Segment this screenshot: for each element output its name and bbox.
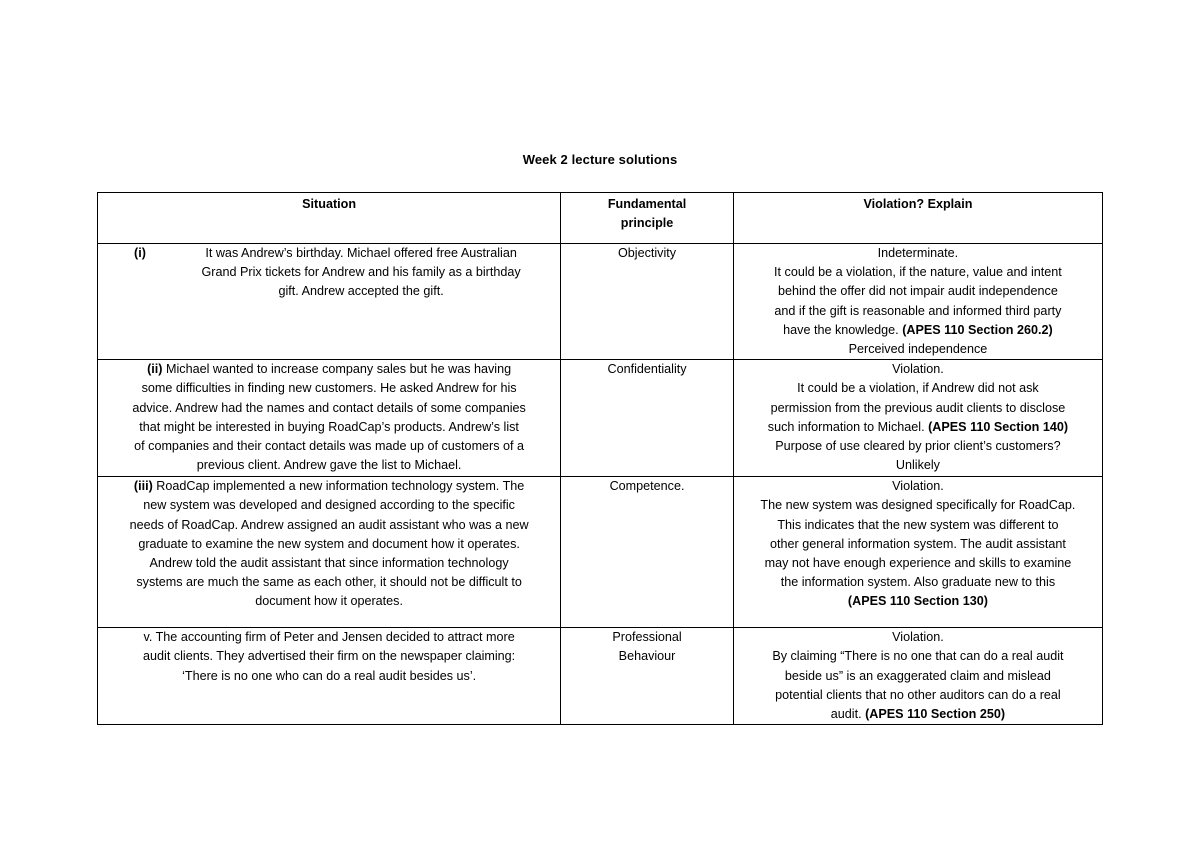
situation-line: document how it operates. bbox=[255, 594, 403, 609]
principle-text: Professional bbox=[612, 630, 682, 645]
violation-line: potential clients that no other auditors can do a real bbox=[775, 687, 1061, 702]
situation-line: some difficulties in finding new customers. He asked Andrew for his bbox=[141, 381, 517, 396]
violation-cell bbox=[733, 244, 1102, 360]
violation-line: other general information system. The audit assistant bbox=[769, 536, 1066, 551]
situation-line: previous client. Andrew gave the list to Michael. bbox=[196, 458, 462, 473]
violation-line: It could be a violation, if the nature, value and intent bbox=[774, 265, 1062, 280]
violation-cell bbox=[733, 477, 1102, 628]
solutions-table bbox=[97, 192, 1103, 725]
situation-first-text: The accounting firm of Peter and Jensen decided to attract more bbox=[152, 630, 515, 645]
row-number: (ii) bbox=[147, 362, 163, 377]
situation-cell bbox=[98, 360, 561, 477]
situation-cell bbox=[98, 628, 561, 725]
violation-ref: (APES 110 Section 250) bbox=[865, 707, 1006, 722]
violation-ref: (APES 110 Section 140) bbox=[928, 419, 1069, 434]
violation-ref-line bbox=[738, 321, 1098, 340]
table-row bbox=[98, 244, 1103, 360]
page-title: Week 2 lecture solutions bbox=[522, 152, 678, 167]
violation-ref: (APES 110 Section 260.2) bbox=[902, 322, 1053, 337]
violation-line: the information system. Also graduate new to this bbox=[780, 575, 1056, 590]
situation-first-line bbox=[102, 628, 556, 647]
violation-line: beside us” is an exaggerated claim and mislead bbox=[784, 668, 1051, 683]
principle-cell bbox=[561, 477, 734, 628]
row-number: (i) bbox=[134, 246, 146, 260]
situation-first-text: RoadCap implemented a new information technology system. The bbox=[152, 479, 525, 494]
violation-ref: (APES 110 Section 130) bbox=[847, 594, 988, 609]
violation-line: By claiming “There is no one that can do a real audit bbox=[772, 649, 1064, 664]
violation-line: permission from the previous audit clients to disclose bbox=[770, 400, 1066, 415]
situation-first-text: Michael wanted to increase company sales but he was having bbox=[162, 362, 512, 377]
violation-tail: Perceived independence bbox=[848, 342, 988, 357]
row-number: v. bbox=[143, 630, 153, 645]
row-number: (iii) bbox=[133, 479, 153, 494]
violation-tail: Unlikely bbox=[895, 458, 940, 473]
header-situation: Situation bbox=[98, 193, 561, 244]
situation-line: Andrew told the audit assistant that since information technology bbox=[149, 556, 509, 571]
violation-line: and if the gift is reasonable and informed third party bbox=[774, 303, 1062, 318]
header-principle bbox=[561, 193, 734, 244]
situation-first-line bbox=[102, 360, 556, 379]
header-principle-line1: Fundamental bbox=[607, 197, 687, 211]
violation-head: Indeterminate. bbox=[877, 246, 959, 260]
header-principle-line2: principle bbox=[620, 216, 674, 231]
violation-head: Violation. bbox=[892, 630, 944, 645]
situation-line: audit clients. They advertised their firm on the newspaper claiming: bbox=[143, 649, 516, 664]
principle-text: Competence. bbox=[609, 479, 685, 494]
violation-line: This indicates that the new system was different to bbox=[777, 517, 1059, 532]
violation-cell bbox=[733, 628, 1102, 725]
violation-head: Violation. bbox=[892, 479, 944, 494]
violation-line: behind the offer did not impair audit independence bbox=[778, 284, 1058, 299]
principle-cell bbox=[561, 360, 734, 477]
situation-cell bbox=[98, 244, 561, 360]
table-header-row bbox=[98, 193, 1103, 244]
violation-tail: Purpose of use cleared by prior client’s customers? bbox=[775, 439, 1061, 454]
situation-line: ‘There is no one who can do a real audit besides us’. bbox=[182, 668, 477, 683]
table-row bbox=[98, 360, 1103, 477]
situation-first-line bbox=[102, 477, 556, 496]
principle-text: Confidentiality bbox=[607, 362, 687, 377]
situation-line: advice. Andrew had the names and contact details of some companies bbox=[132, 400, 526, 415]
violation-line: It could be a violation, if Andrew did not ask bbox=[797, 381, 1039, 396]
situation-line: Grand Prix tickets for Andrew and his family as a birthday bbox=[201, 265, 521, 280]
violation-line: The new system was designed specifically for RoadCap. bbox=[760, 498, 1076, 513]
situation-line: that might be interested in buying RoadCap’s products. Andrew’s list bbox=[139, 419, 519, 434]
violation-line: may not have enough experience and skills to examine bbox=[764, 556, 1072, 571]
principle-cell bbox=[561, 628, 734, 725]
situation-line: new system was developed and designed according to the specific bbox=[143, 498, 515, 513]
situation-line: graduate to examine the new system and document how it operates. bbox=[138, 536, 520, 551]
violation-ref-pre: have the knowledge. bbox=[783, 322, 903, 337]
table-row bbox=[98, 628, 1103, 725]
situation-line: gift. Andrew accepted the gift. bbox=[278, 284, 444, 299]
situation-line: It was Andrew’s birthday. Michael offered free Australian bbox=[205, 246, 517, 260]
situation-line: systems are much the same as each other, it should not be difficult to bbox=[136, 575, 522, 590]
violation-ref-line bbox=[738, 705, 1098, 724]
violation-ref-pre: such information to Michael. bbox=[767, 419, 929, 434]
violation-ref-pre: audit. bbox=[830, 707, 866, 722]
principle-cell bbox=[561, 244, 734, 360]
header-violation: Violation? Explain bbox=[733, 193, 1102, 244]
situation-line: of companies and their contact details was made up of customers of a bbox=[134, 439, 525, 454]
violation-head: Violation. bbox=[892, 362, 944, 377]
principle-text: Objectivity bbox=[617, 246, 677, 260]
violation-ref-line bbox=[738, 418, 1098, 437]
principle-text: Behaviour bbox=[618, 649, 676, 664]
violation-cell bbox=[733, 360, 1102, 477]
table-row bbox=[98, 477, 1103, 628]
situation-line: needs of RoadCap. Andrew assigned an audit assistant who was a new bbox=[129, 517, 529, 532]
situation-cell bbox=[98, 477, 561, 628]
